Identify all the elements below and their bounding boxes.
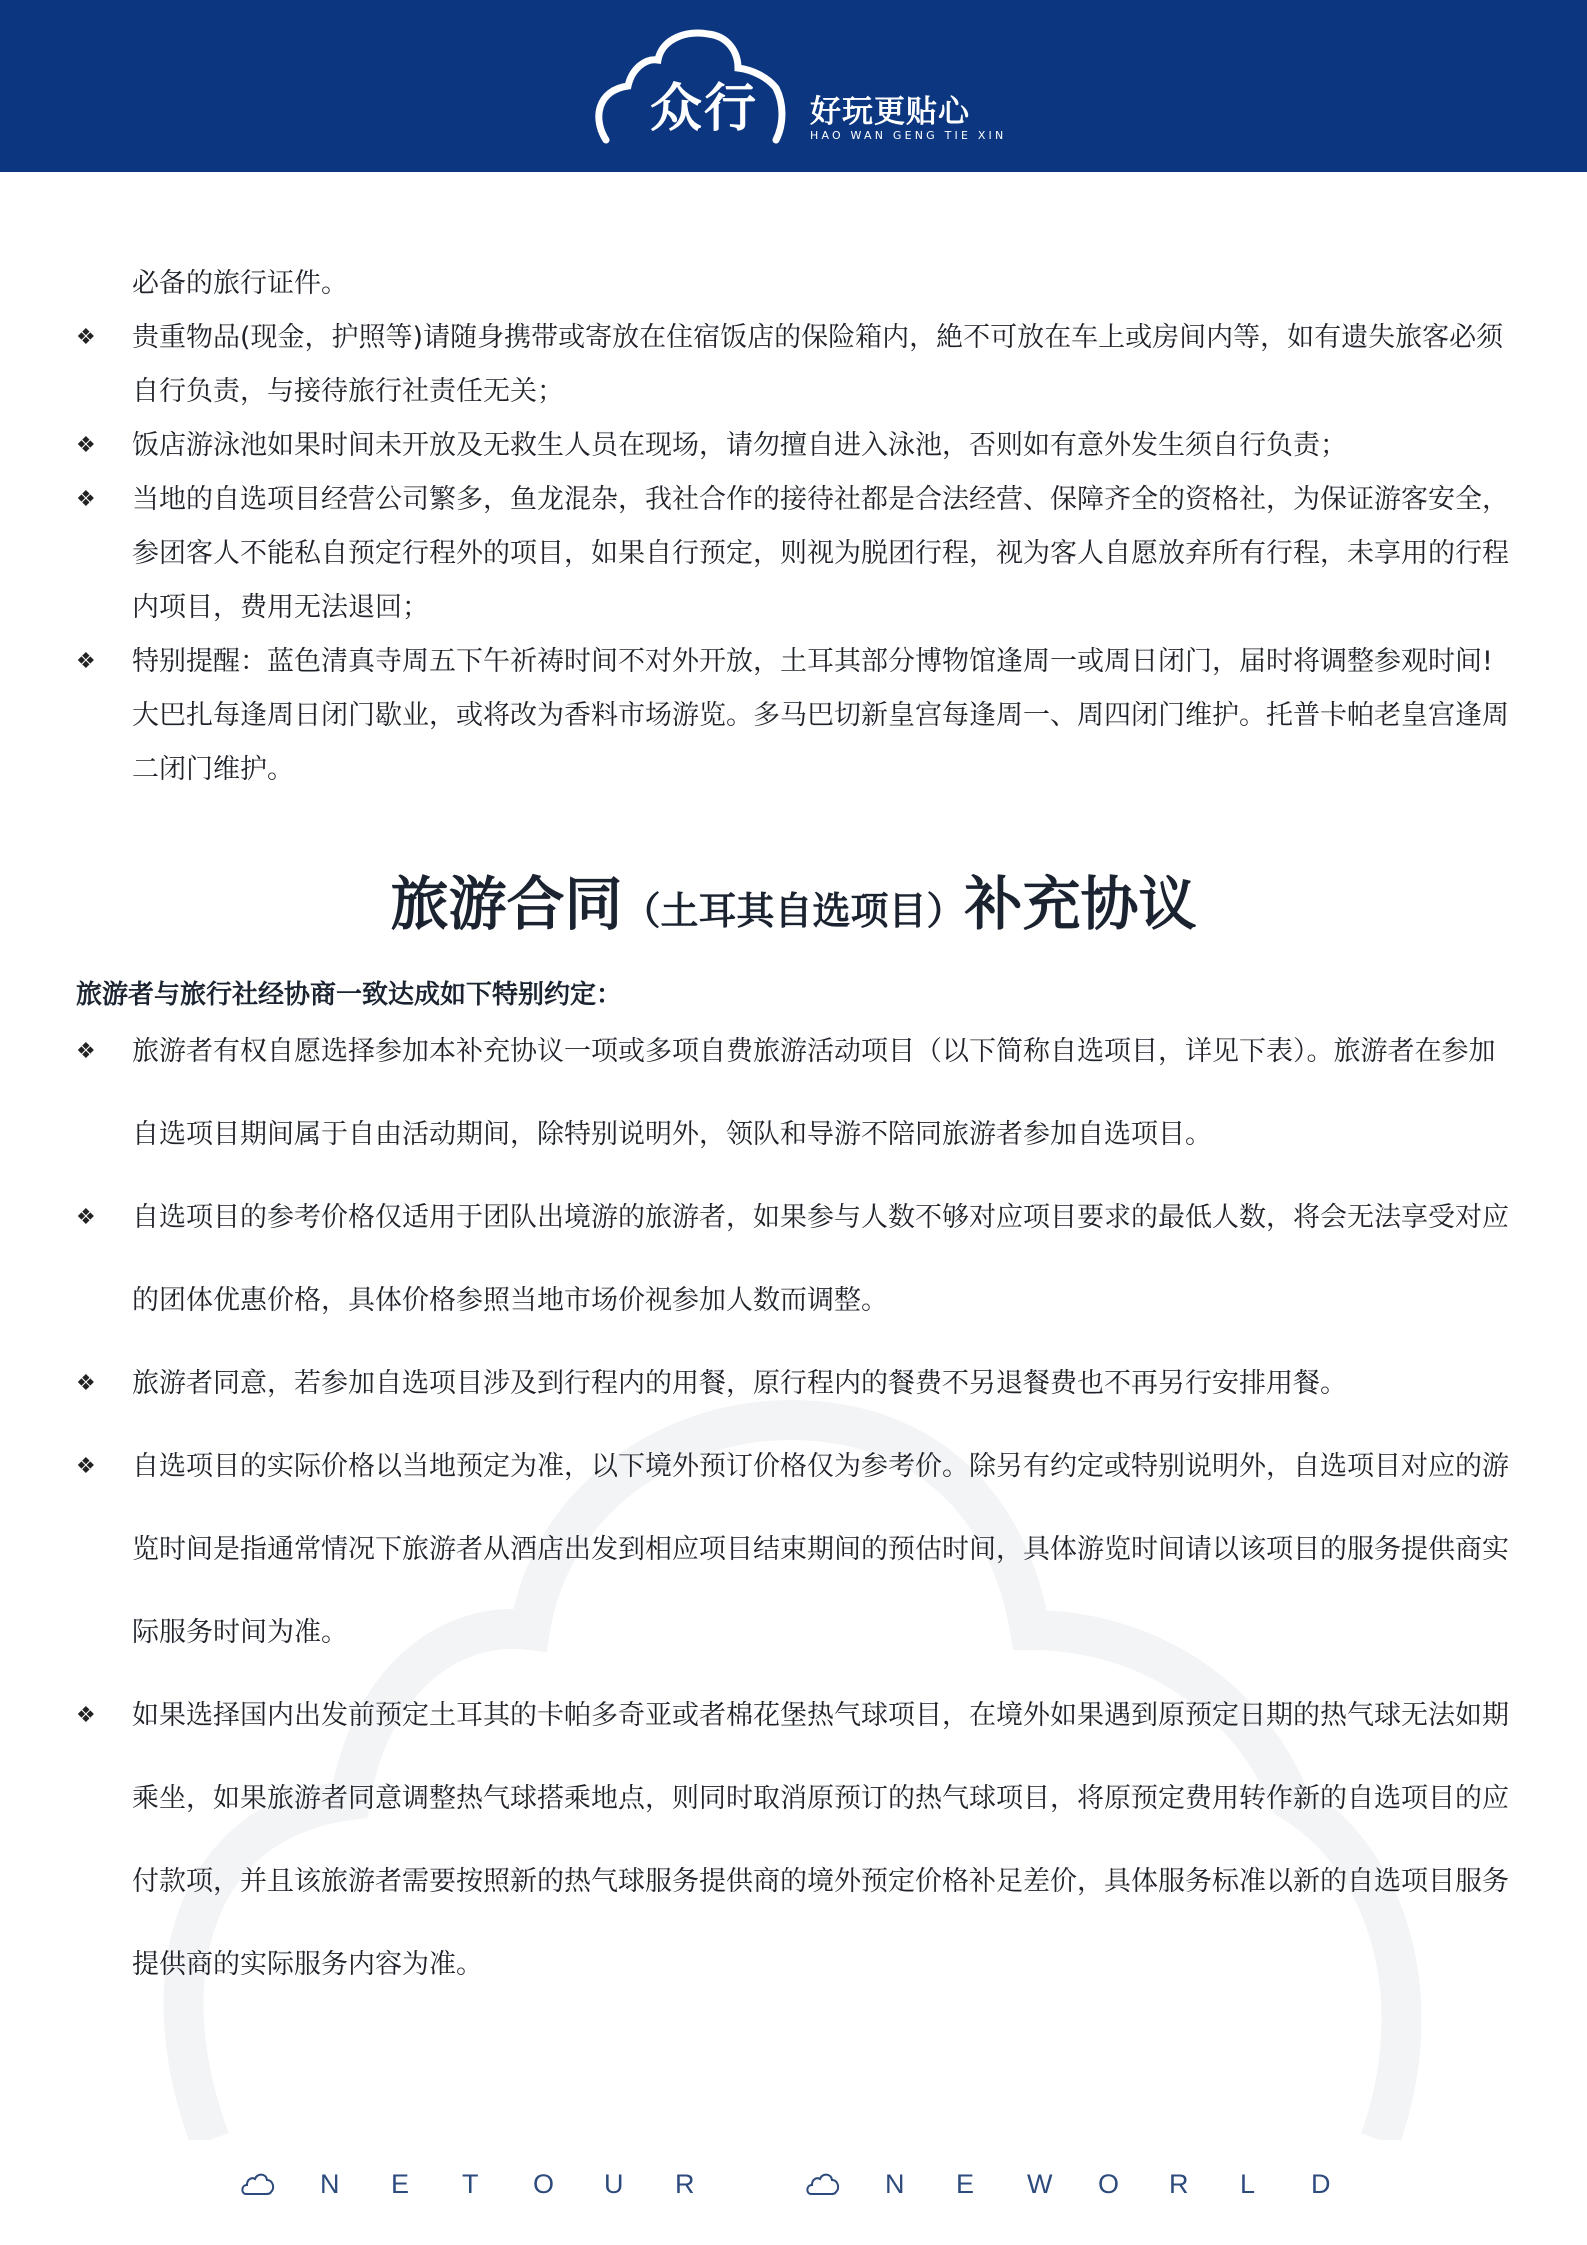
list-item-text: 饭店游泳池如果时间未开放及无救生人员在现场，请勿擅自进入泳池，否则如有意外发生须自行负责；: [132, 430, 1347, 461]
list-item: [0, 311, 1514, 419]
footer-netour: [240, 2168, 746, 2200]
diamond-bullet-icon: ❖: [76, 1703, 96, 1728]
footer-letter: N: [320, 2168, 340, 2199]
title-part: 旅游合同: [390, 870, 623, 938]
brand-name: 众行: [650, 79, 759, 139]
agreement-title: [0, 868, 1587, 947]
diamond-bullet-icon: ❖: [76, 1039, 96, 1064]
footer-letter: E: [956, 2168, 975, 2199]
agreement-subheading: 旅游者与旅行社经协商一致达成如下特别约定：: [76, 980, 623, 1010]
slogan: 好玩更贴心: [810, 94, 970, 130]
list-item-text: 必备的旅行证件。: [132, 268, 348, 299]
diamond-bullet-icon: ❖: [76, 1454, 96, 1479]
list-item-text: 旅游者同意，若参加自选项目涉及到行程内的用餐，原行程内的餐费不另退餐费也不再另行安排用餐。: [132, 1368, 1347, 1399]
list-item: [0, 1010, 1514, 1176]
list-item-text: 如果选择国内出发前预定土耳其的卡帕多奇亚或者棉花堡热气球项目，在境外如果遇到原预定日期的热气球无法如期乘坐，如果旅游者同意调整热气球搭乘地点，则同时取消原预订的热气球项目，将原预定费用转作新的自选项目的应付款项，并且该旅游者需要按照新的热气球服务提供商的境外预定价格补足差价，具体服务标准以新的自选项目服务提供商的实际服务内容为准。: [132, 1700, 1509, 1980]
diamond-bullet-icon: ❖: [76, 1205, 96, 1230]
footer-letter: R: [675, 2168, 695, 2199]
footer-letter: L: [1240, 2168, 1256, 2199]
list-item: [0, 635, 1514, 797]
title-part: 补充协议: [964, 870, 1197, 938]
list-item-text: 自选项目的实际价格以当地预定为准，以下境外预订价格仅为参考价。除另有约定或特别说明外，自选项目对应的游览时间是指通常情况下旅游者从酒店出发到相应项目结束期间的预估时间，具体游览时间请以该项目的服务提供商实际服务时间为准。: [132, 1451, 1509, 1648]
footer-letter: N: [885, 2168, 905, 2199]
list-item-text: 贵重物品(现金，护照等)请随身携带或寄放在住宿饭店的保险箱内，絶不可放在车上或房间内等，如有遗失旅客必须自行负责，与接待旅行社责任无关；: [132, 322, 1504, 407]
footer-letter: R: [1169, 2168, 1189, 2199]
travel-notes-list: [0, 257, 1587, 797]
list-item: [0, 419, 1514, 473]
footer-letter: O: [533, 2168, 555, 2199]
footer-letter: D: [1311, 2168, 1331, 2199]
list-item: [0, 1425, 1514, 1674]
list-item-text: 特别提醒：蓝色清真寺周五下午祈祷时间不对外开放，土耳其部分博物馆逢周一或周日闭门，届时将调整参观时间!大巴扎每逢周日闭门歇业，或将改为香料市场游览。多马巴切新皇宫每逢周一、周四闭门维护。托普卡帕老皇宫逢周二闭门维护。: [132, 646, 1509, 785]
brand-logo: [588, 28, 1008, 148]
page-footer: [0, 2168, 1587, 2208]
list-item: [0, 473, 1514, 635]
footer-letter: E: [391, 2168, 410, 2199]
list-item-text: 当地的自选项目经营公司繁多，鱼龙混杂，我社合作的接待社都是合法经营、保障齐全的资格社，为保证游客安全，参团客人不能私自预定行程外的项目，如果自行预定，则视为脱团行程，视为客人自愿放弃所有行程，未享用的行程内项目，费用无法退回；: [132, 484, 1509, 623]
list-item: [0, 1176, 1514, 1342]
list-item: [0, 1674, 1514, 2006]
diamond-bullet-icon: ❖: [76, 487, 96, 512]
cloud-icon: [240, 2168, 276, 2200]
agreement-terms-list: [0, 1010, 1587, 2006]
footer-letter: W: [1027, 2168, 1053, 2199]
footer-letter: T: [462, 2168, 479, 2199]
cloud-icon: [805, 2168, 841, 2200]
list-item-text: 旅游者有权自愿选择参加本补充协议一项或多项自费旅游活动项目（以下简称自选项目，详见下表）。旅游者在参加自选项目期间属于自由活动期间，除特别说明外，领队和导游不陪同旅游者参加自选项目。: [132, 1036, 1496, 1150]
diamond-bullet-icon: ❖: [76, 649, 96, 674]
diamond-bullet-icon: ❖: [76, 1371, 96, 1396]
footer-neworld: [805, 2168, 1382, 2200]
title-subtitle: （土耳其自选项目）: [622, 889, 965, 933]
page-header: [0, 0, 1587, 172]
slogan-pinyin: HAO WAN GENG TIE XIN: [810, 129, 1007, 142]
list-item: [0, 1342, 1514, 1425]
list-item: [0, 257, 1514, 311]
footer-letter: O: [1098, 2168, 1120, 2199]
diamond-bullet-icon: ❖: [76, 325, 96, 350]
list-item-text: 自选项目的参考价格仅适用于团队出境游的旅游者，如果参与人数不够对应项目要求的最低人数，将会无法享受对应的团体优惠价格，具体价格参照当地市场价视参加人数而调整。: [132, 1202, 1509, 1316]
diamond-bullet-icon: ❖: [76, 433, 96, 458]
footer-letter: U: [604, 2168, 624, 2199]
